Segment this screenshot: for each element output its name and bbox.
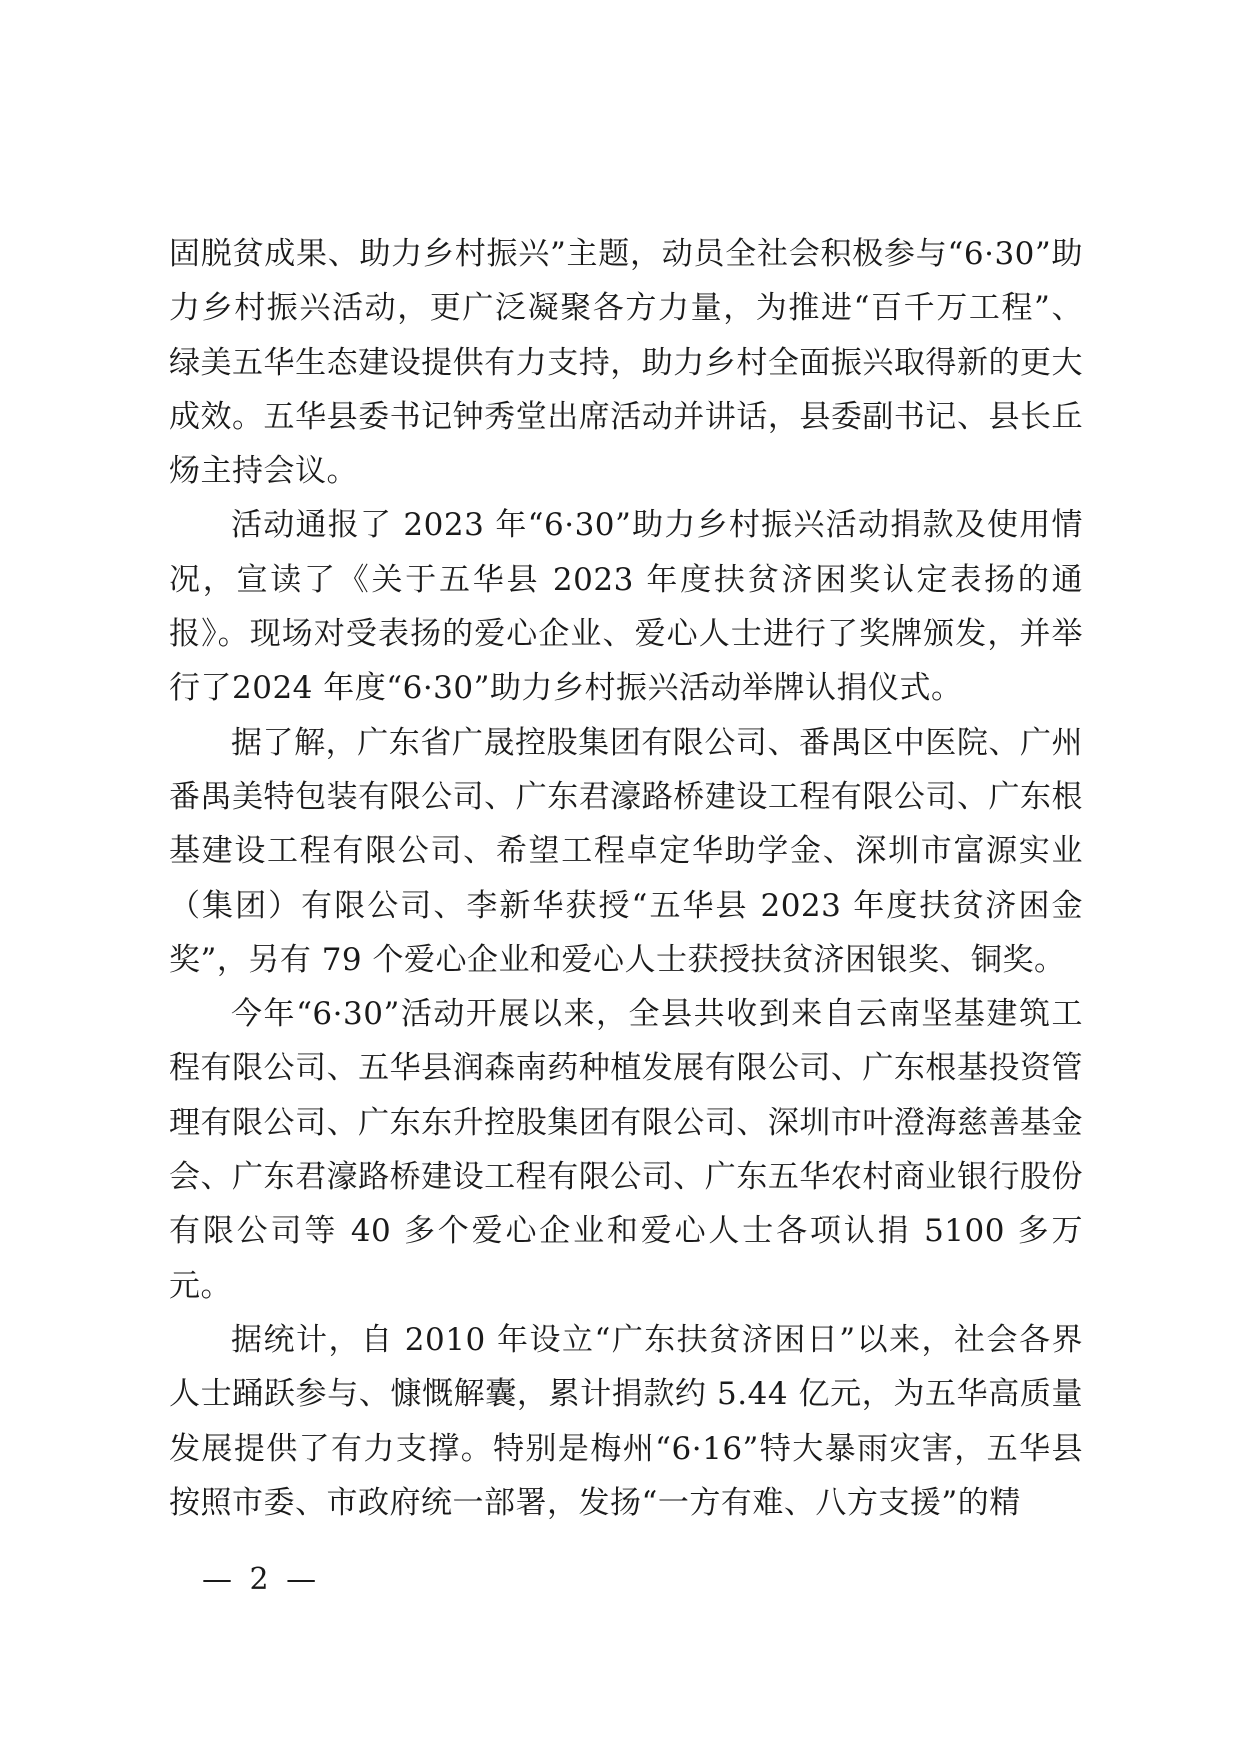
page-number: — 2 — [202,1562,321,1597]
paragraph-2: 活动通报了 2023 年“6·30”助力乡村振兴活动捐款及使用情况，宣读了《关于五华县 2023 年度扶贫济困奖认定表扬的通报》。现场对受表扬的爱心企业、爱心人士进行了奖牌颁发，并举行了2024 年度“6·30”助力乡村振兴活动举牌认捐仪式。 [169,507,1083,707]
paragraph-3: 据了解，广东省广晟控股集团有限公司、番禺区中医院、广州番禺美特包装有限公司、广东君濠路桥建设工程有限公司、广东根基建设工程有限公司、希望工程卓定华助学金、深圳市富源实业（集团）有限公司、李新华获授“五华县 2023 年度扶贫济困金奖”，另有 79 个爱心企业和爱心人士获授扶贫济困银奖、铜奖。 [169,724,1083,978]
paragraph-1: 固脱贫成果、助力乡村振兴”主题，动员全社会积极参与“6·30”助力乡村振兴活动，更广泛凝聚各方力量，为推进“百千万工程”、绿美五华生态建设提供有力支持，助力乡村全面振兴取得新的更大成效。五华县委书记钟秀堂出席活动并讲话，县委副书记、县长丘炀主持会议。 [169,236,1083,490]
document-body [169,227,1083,1530]
paragraph-4: 今年“6·30”活动开展以来，全县共收到来自云南坚基建筑工程有限公司、五华县润森南药种植发展有限公司、广东根基投资管理有限公司、广东东升控股集团有限公司、深圳市叶澄海慈善基金会、广东君濠路桥建设工程有限公司、广东五华农村商业银行股份有限公司等 40 多个爱心企业和爱心人士各项认捐 5100 多万元。 [169,996,1083,1304]
paragraph-5: 据统计，自 2010 年设立“广东扶贫济困日”以来，社会各界人士踊跃参与、慷慨解囊，累计捐款约 5.44 亿元，为五华高质量发展提供了有力支撑。特别是梅州“6·16”特大暴雨灾害，五华县按照市委、市政府统一部署，发扬“一方有难、八方支援”的精 [169,1321,1083,1521]
